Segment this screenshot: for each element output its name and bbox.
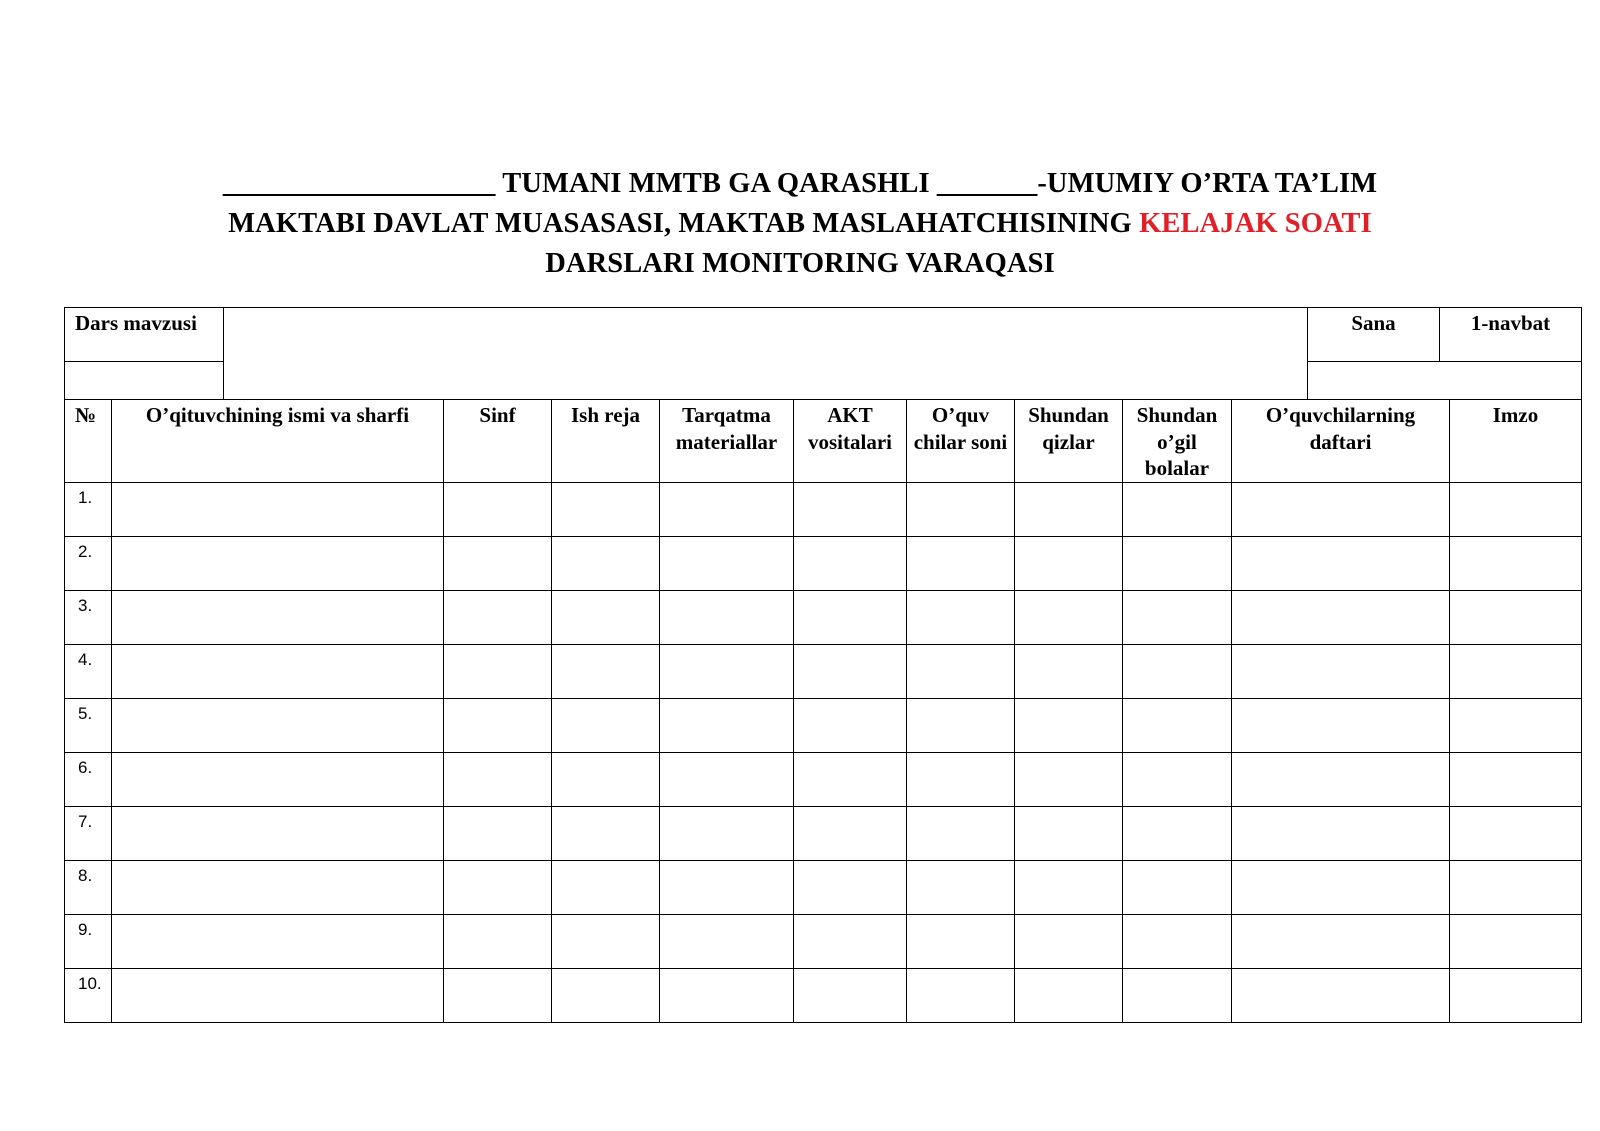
table-cell[interactable] bbox=[907, 536, 1015, 590]
table-cell[interactable] bbox=[1123, 482, 1232, 536]
col-header-work-plan: Ish reja bbox=[552, 400, 660, 483]
row-number: 10. bbox=[65, 968, 112, 1022]
table-cell[interactable] bbox=[112, 644, 444, 698]
table-cell[interactable] bbox=[907, 752, 1015, 806]
table-row bbox=[65, 968, 1582, 1022]
col-header-number: № bbox=[65, 400, 112, 483]
table-cell[interactable] bbox=[444, 968, 552, 1022]
row-number: 8. bbox=[65, 860, 112, 914]
row-number: 6. bbox=[65, 752, 112, 806]
row-number: 4. bbox=[65, 644, 112, 698]
table-cell[interactable] bbox=[1015, 590, 1123, 644]
table-cell[interactable] bbox=[112, 698, 444, 752]
row-number: 3. bbox=[65, 590, 112, 644]
table-cell[interactable] bbox=[552, 482, 660, 536]
table-cell[interactable] bbox=[1450, 482, 1582, 536]
table-cell[interactable] bbox=[1232, 806, 1450, 860]
table-cell[interactable] bbox=[907, 860, 1015, 914]
table-cell[interactable] bbox=[1123, 968, 1232, 1022]
table-header-row bbox=[65, 400, 1582, 483]
table-row bbox=[65, 590, 1582, 644]
table-row bbox=[65, 644, 1582, 698]
table-cell[interactable] bbox=[1015, 482, 1123, 536]
row-number: 7. bbox=[65, 806, 112, 860]
table-body bbox=[65, 482, 1582, 1022]
document-title bbox=[0, 164, 1600, 284]
table-cell[interactable] bbox=[552, 644, 660, 698]
table-cell[interactable] bbox=[660, 968, 794, 1022]
row-number: 1. bbox=[65, 482, 112, 536]
table-cell[interactable] bbox=[1123, 644, 1232, 698]
table-cell[interactable] bbox=[1232, 698, 1450, 752]
table-cell[interactable] bbox=[444, 860, 552, 914]
table-cell[interactable] bbox=[794, 590, 907, 644]
col-header-notebooks: O’quvchilarning daftari bbox=[1232, 400, 1450, 483]
table-cell[interactable] bbox=[1450, 752, 1582, 806]
table-cell[interactable] bbox=[444, 806, 552, 860]
table-cell[interactable] bbox=[1232, 644, 1450, 698]
navbat-label: 1-navbat bbox=[1440, 308, 1582, 362]
table-cell[interactable] bbox=[794, 644, 907, 698]
table-cell[interactable] bbox=[112, 968, 444, 1022]
table-cell[interactable] bbox=[907, 482, 1015, 536]
table-cell[interactable] bbox=[794, 536, 907, 590]
table-cell[interactable] bbox=[660, 644, 794, 698]
table-cell[interactable] bbox=[907, 806, 1015, 860]
table-cell[interactable] bbox=[794, 698, 907, 752]
lesson-info-table bbox=[64, 307, 1582, 400]
table-cell[interactable] bbox=[794, 860, 907, 914]
table-cell[interactable] bbox=[660, 752, 794, 806]
table-row bbox=[65, 752, 1582, 806]
table-cell[interactable] bbox=[1450, 698, 1582, 752]
table-cell[interactable] bbox=[1232, 914, 1450, 968]
col-header-boys: Shundan o’gil bolalar bbox=[1123, 400, 1232, 483]
table-cell[interactable] bbox=[1123, 914, 1232, 968]
table-cell[interactable] bbox=[1450, 914, 1582, 968]
table-cell[interactable] bbox=[112, 860, 444, 914]
title-line-3: DARSLARI MONITORING VARAQASI bbox=[545, 248, 1055, 279]
table-cell[interactable] bbox=[794, 482, 907, 536]
table-row bbox=[65, 536, 1582, 590]
table-cell[interactable] bbox=[660, 698, 794, 752]
monitoring-table bbox=[64, 399, 1582, 1023]
table-cell[interactable] bbox=[444, 752, 552, 806]
table-cell[interactable] bbox=[112, 590, 444, 644]
col-header-handouts: Tarqatma materiallar bbox=[660, 400, 794, 483]
dars-mavzusi-sub-field[interactable] bbox=[65, 362, 224, 400]
table-cell[interactable] bbox=[112, 752, 444, 806]
table-cell[interactable] bbox=[112, 536, 444, 590]
table-cell[interactable] bbox=[112, 806, 444, 860]
col-header-student-count: O’quv chilar soni bbox=[907, 400, 1015, 483]
table-cell[interactable] bbox=[1450, 968, 1582, 1022]
table-cell[interactable] bbox=[907, 698, 1015, 752]
table-cell[interactable] bbox=[1232, 536, 1450, 590]
table-cell[interactable] bbox=[660, 536, 794, 590]
dars-mavzusi-label: Dars mavzusi bbox=[65, 308, 224, 362]
table-cell[interactable] bbox=[1015, 644, 1123, 698]
title-line-1: ___________________ TUMANI MMTB GA QARASHLI _______-UMUMIY O’RTA TA’LIM bbox=[222, 168, 1378, 199]
table-cell[interactable] bbox=[1015, 806, 1123, 860]
table-cell[interactable] bbox=[660, 482, 794, 536]
table-cell[interactable] bbox=[552, 860, 660, 914]
sana-field[interactable] bbox=[1308, 362, 1582, 400]
table-cell[interactable] bbox=[794, 752, 907, 806]
table-cell[interactable] bbox=[660, 914, 794, 968]
col-header-signature: Imzo bbox=[1450, 400, 1582, 483]
table-cell[interactable] bbox=[1232, 590, 1450, 644]
title-line-2 bbox=[0, 204, 1600, 244]
table-cell[interactable] bbox=[444, 914, 552, 968]
col-header-class: Sinf bbox=[444, 400, 552, 483]
table-cell[interactable] bbox=[444, 536, 552, 590]
table-cell[interactable] bbox=[1123, 698, 1232, 752]
table-cell[interactable] bbox=[552, 590, 660, 644]
table-cell[interactable] bbox=[907, 914, 1015, 968]
table-cell[interactable] bbox=[660, 806, 794, 860]
table-cell[interactable] bbox=[1450, 806, 1582, 860]
table-cell[interactable] bbox=[907, 644, 1015, 698]
table-cell[interactable] bbox=[444, 590, 552, 644]
table-cell[interactable] bbox=[552, 698, 660, 752]
table-cell[interactable] bbox=[907, 590, 1015, 644]
table-cell[interactable] bbox=[1123, 752, 1232, 806]
table-cell[interactable] bbox=[1015, 968, 1123, 1022]
row-number: 2. bbox=[65, 536, 112, 590]
col-header-ict-tools: AKT vositalari bbox=[794, 400, 907, 483]
row-number: 5. bbox=[65, 698, 112, 752]
col-header-girls: Shundan qizlar bbox=[1015, 400, 1123, 483]
table-row bbox=[65, 860, 1582, 914]
table-cell[interactable] bbox=[660, 590, 794, 644]
sana-label: Sana bbox=[1308, 308, 1440, 362]
table-cell[interactable] bbox=[1015, 860, 1123, 914]
table-cell[interactable] bbox=[112, 482, 444, 536]
table-cell[interactable] bbox=[552, 806, 660, 860]
table-cell[interactable] bbox=[1123, 806, 1232, 860]
table-cell[interactable] bbox=[552, 752, 660, 806]
title-line-2-text: MAKTABI DAVLAT MUASASASI, MAKTAB MASLAHATCHISINING bbox=[228, 208, 1140, 239]
table-cell[interactable] bbox=[1015, 914, 1123, 968]
table-cell[interactable] bbox=[444, 698, 552, 752]
row-number: 9. bbox=[65, 914, 112, 968]
table-cell[interactable] bbox=[1232, 968, 1450, 1022]
table-cell[interactable] bbox=[552, 536, 660, 590]
table-cell[interactable] bbox=[907, 968, 1015, 1022]
table-cell[interactable] bbox=[552, 914, 660, 968]
table-cell[interactable] bbox=[1450, 644, 1582, 698]
table-cell[interactable] bbox=[1015, 536, 1123, 590]
table-cell[interactable] bbox=[794, 968, 907, 1022]
table-cell[interactable] bbox=[1450, 590, 1582, 644]
table-cell[interactable] bbox=[1123, 536, 1232, 590]
table-cell[interactable] bbox=[1123, 860, 1232, 914]
col-header-teacher-name: O’qituvchining ismi va sharfi bbox=[112, 400, 444, 483]
table-cell[interactable] bbox=[112, 914, 444, 968]
table-cell[interactable] bbox=[1015, 752, 1123, 806]
table-cell[interactable] bbox=[1232, 752, 1450, 806]
dars-mavzusi-field[interactable] bbox=[224, 308, 1308, 400]
table-cell[interactable] bbox=[1450, 536, 1582, 590]
table-row bbox=[65, 914, 1582, 968]
table-cell[interactable] bbox=[1123, 590, 1232, 644]
table-cell[interactable] bbox=[794, 806, 907, 860]
table-cell[interactable] bbox=[794, 914, 907, 968]
table-row bbox=[65, 482, 1582, 536]
table-cell[interactable] bbox=[1232, 860, 1450, 914]
table-cell[interactable] bbox=[444, 482, 552, 536]
table-cell[interactable] bbox=[444, 644, 552, 698]
table-cell[interactable] bbox=[1450, 860, 1582, 914]
table-cell[interactable] bbox=[552, 968, 660, 1022]
title-accent-text: KELAJAK SOATI bbox=[1139, 208, 1372, 239]
table-row bbox=[65, 806, 1582, 860]
table-cell[interactable] bbox=[660, 860, 794, 914]
table-cell[interactable] bbox=[1232, 482, 1450, 536]
table-cell[interactable] bbox=[1015, 698, 1123, 752]
table-row bbox=[65, 698, 1582, 752]
